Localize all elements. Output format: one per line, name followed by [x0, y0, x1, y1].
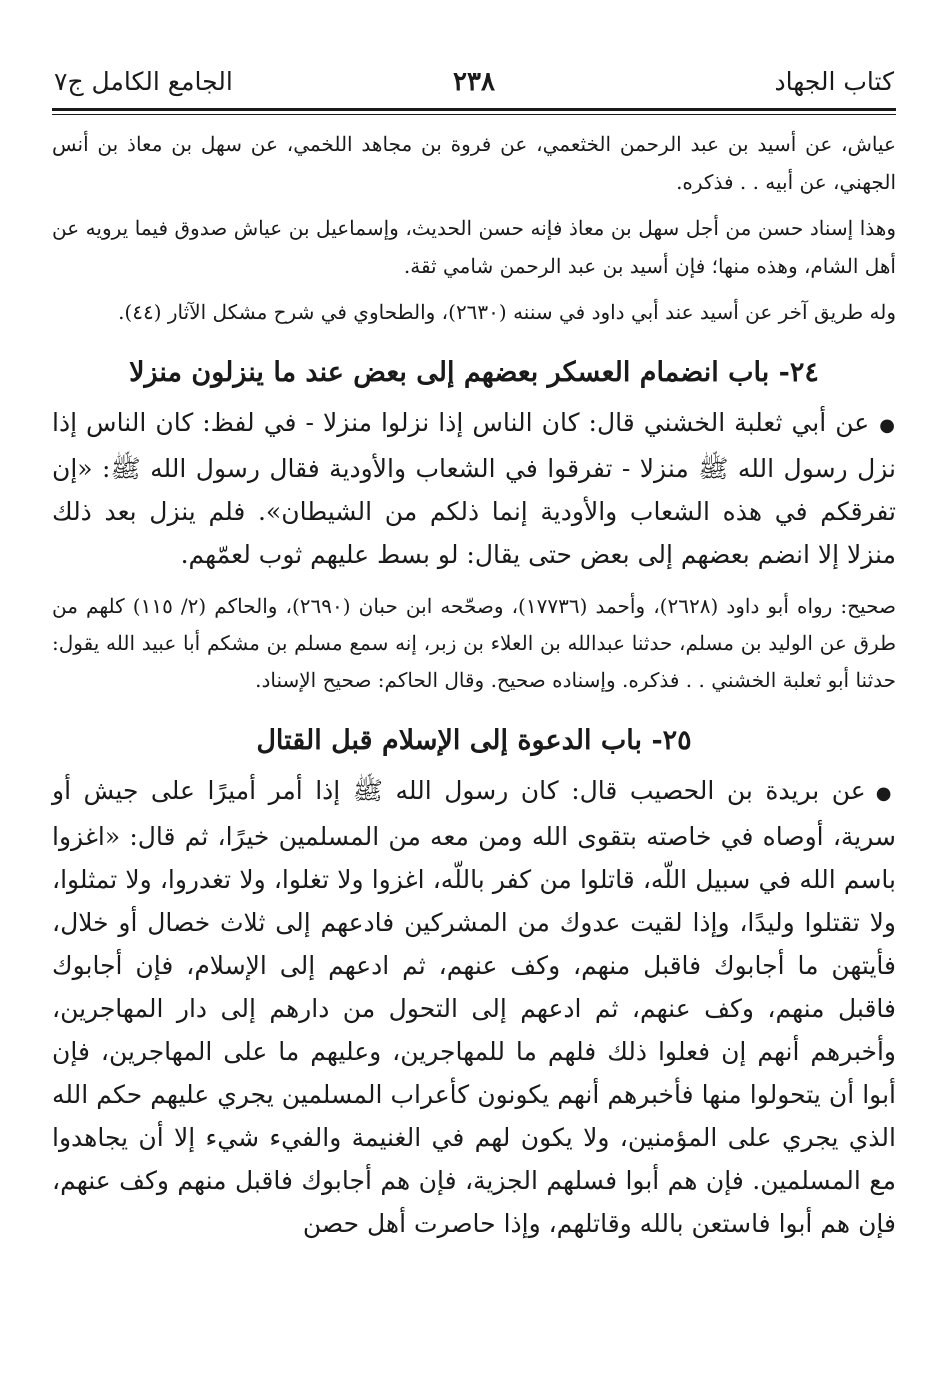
chapter-25-title: ٢٥- باب الدعوة إلى الإسلام قبل القتال [256, 725, 692, 756]
note-paragraph: وله طريق آخر عن أسيد عند أبي داود في سننه (٢٦٣٠)، والطحاوي في شرح مشكل الآثار (٤٤). [118, 300, 896, 324]
bullet-icon: ● [875, 783, 896, 804]
note-paragraph: عياش، عن أسيد بن عبد الرحمن الخثعمي، عن فروة بن مجاهد اللخمي، عن سهل بن معاذ بن أنس الجهني، عن أبيه . . فذكره. [52, 132, 896, 194]
chapter-24-hadith [52, 401, 896, 576]
note-paragraph: وهذا إسناد حسن من أجل سهل بن معاذ فإنه حسن الحديث، وإسماعيل بن عياش صدوق فيما يرويه عن أهل الشام، وهذه منها؛ فإن أسيد بن عبد الرحمن شامي ثقة. [52, 216, 896, 278]
chapter-24-title: ٢٤- باب انضمام العسكر بعضهم إلى بعض عند ما ينزلون منزلا [129, 357, 819, 388]
book-title: كتاب الجهاد [774, 67, 894, 96]
book-page [52, 58, 896, 1245]
page-number: ٢٣٨ [453, 67, 495, 97]
chapter-24-hadith-text: عن أبي ثعلبة الخشني قال: كان الناس إذا نزلوا منزلا - في لفظ: كان الناس إذا نزل رسول الله ﷺ منزلا - تفرقوا في الشعاب والأودية فقال رسول الله ﷺ: «إن تفرقكم في هذه الشعاب والأودية إنما ذلكم من الشيطان». فلم ينزل بعد ذلك منزلا إلا انضم بعضهم إلى بعض حتى يقال: لو بسط عليهم ثوب لعمّهم. [52, 408, 896, 569]
chapter-25-hadith [52, 769, 896, 1245]
volume-title: الجامع الكامل ج٧ [54, 67, 233, 96]
bullet-icon: ● [879, 415, 896, 436]
header-rule-thin [52, 114, 896, 115]
chapter-25-hadith-text: عن بريدة بن الحصيب قال: كان رسول الله ﷺ إذا أمر أميرًا على جيش أو سرية، أوصاه في خاصته بتقوى الله ومن معه من المسلمين خيرًا، ثم قال: «اغزوا باسم الله في سبيل اللّه، قاتلوا من كفر باللّه، اغزوا ولا تغلوا، ولا تغدروا، ولا تمثلوا، ولا تقتلوا وليدًا، وإذا لقيت عدوك من المشركين فادعهم إلى ثلاث خصال أو خلال، فأيتهن ما أجابوك فاقبل منهم، وكف عنهم، ثم ادعهم إلى الإسلام، فإن أجابوك فاقبل منهم، وكف عنهم، ثم ادعهم إلى التحول من دارهم إلى دار المهاجرين، وأخبرهم أنهم إن فعلوا ذلك فلهم ما للمهاجرين، وعليهم ما على المهاجرين، فإن أبوا أن يتحولوا منها فأخبرهم أنهم يكونون كأعراب المسلمين يجري عليهم حكم الله الذي يجري على المؤمنين، ولا يكون لهم في الغنيمة والفيء شيء إلا أن يجاهدوا مع المسلمين. فإن هم أبوا فسلهم الجزية، فإن هم أجابوك فاقبل منهم وكف عنهم، فإن هم أبوا فاستعن بالله وقاتلهم، وإذا حاصرت أهل حصن [52, 776, 896, 1238]
header-rule-thick [52, 108, 896, 111]
chapter-24-takhrij: صحيح: رواه أبو داود (٢٦٢٨)، وأحمد (١٧٧٣٦)، وصحّحه ابن حبان (٢٦٩٠)، والحاكم (٢/ ١١٥) كلهم من طرق عن الوليد بن مسلم، حدثنا عبدالله بن العلاء بن زبر، إنه سمع مسلم بن مشكم أبا عبيد الله يقول: حدثنا أبو ثعلبة الخشني . . فذكره. وإسناده صحيح. وقال الحاكم: صحيح الإسناد. [52, 594, 896, 692]
running-head [52, 58, 896, 106]
